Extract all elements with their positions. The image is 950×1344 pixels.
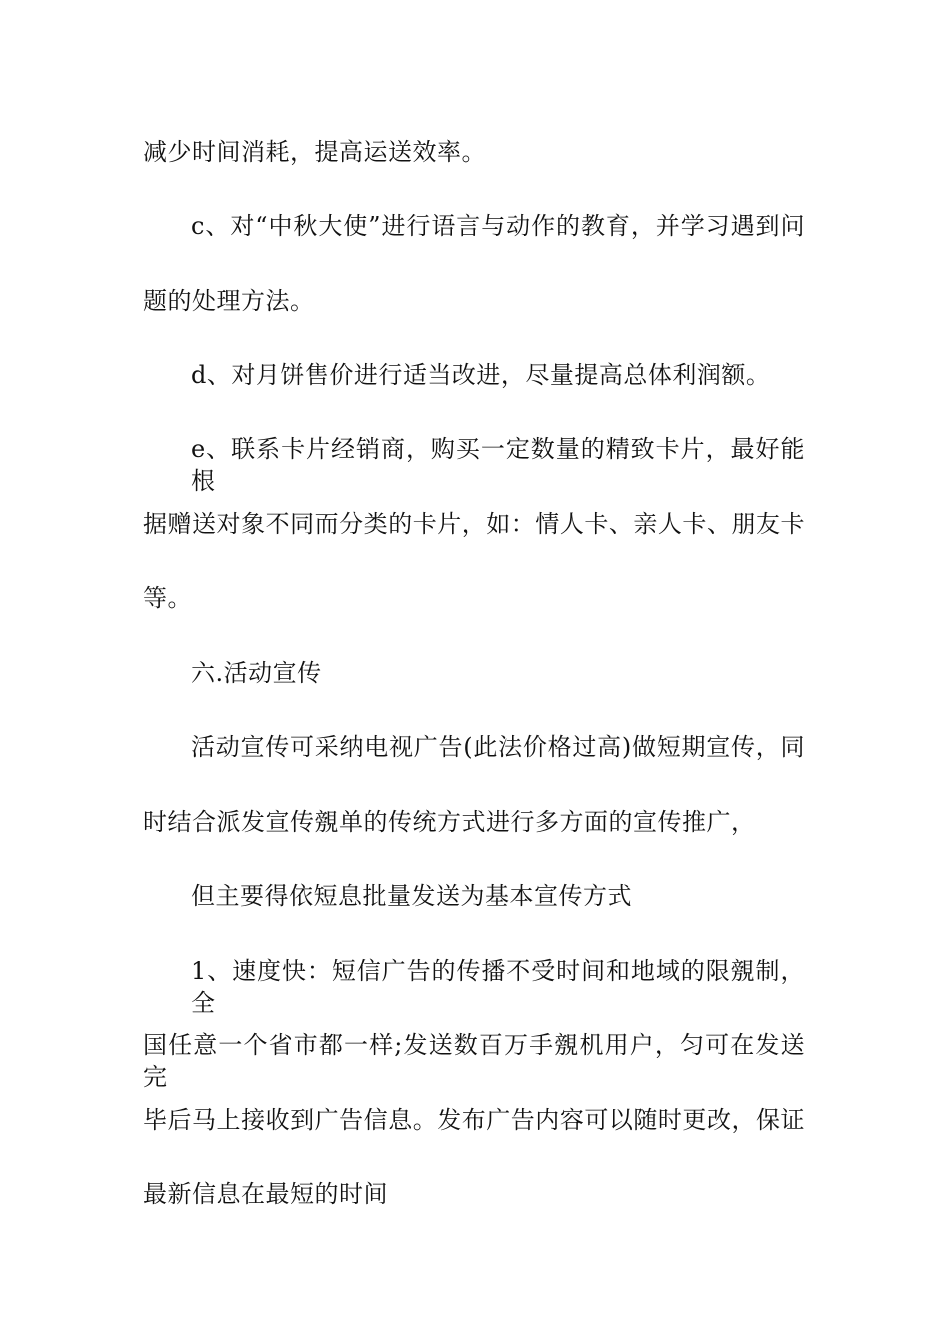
section-heading — [0, 657, 950, 689]
paragraph-line — [0, 582, 950, 614]
paragraph-line — [0, 1029, 950, 1091]
text-line: 国任意一个省市都一样;发送数百万手覫机用户，匀可在发送完 — [143, 1031, 805, 1091]
paragraph-line — [0, 136, 950, 168]
paragraph-line — [0, 433, 950, 495]
paragraph-line — [0, 806, 950, 838]
text-line: e、联系卡片经销商，购买一定数量的精致卡片，最好能根 — [191, 435, 805, 495]
paragraph-line — [0, 731, 950, 763]
paragraph-line — [0, 285, 950, 317]
text-line: 但主要得依短息批量发送为基本宣传方式 — [191, 882, 632, 910]
text-line: 据赠送对象不同而分类的卡片，如：情人卡、亲人卡、朋友卡 — [143, 510, 805, 538]
text-line: 1、速度快：短信广告的传播不受时间和地域的限覫制，全 — [191, 957, 805, 1017]
paragraph-line — [0, 359, 950, 391]
paragraph-line — [0, 880, 950, 912]
text-line: 毕后马上接收到广告信息。发布广告内容可以随时更改，保证 — [143, 1106, 805, 1134]
text-line: 时结合派发宣传覫单的传统方式进行多方面的宣传推广， — [143, 808, 756, 836]
paragraph-line — [0, 508, 950, 540]
text-line: 题的处理方法。 — [143, 287, 315, 315]
text-line: 活动宣传可采纳电视广告(此法价格过高)做短期宣传，同 — [191, 733, 805, 761]
paragraph-line — [0, 955, 950, 1017]
text-line: c、对“中秋大使”进行语言与动作的教育，并学习遇到问 — [191, 212, 805, 240]
paragraph-line — [0, 1178, 950, 1210]
text-line: 最新信息在最短的时间 — [143, 1180, 388, 1208]
paragraph-line — [0, 1104, 950, 1136]
text-line: 等。 — [143, 584, 192, 612]
text-line: 减少时间消耗，提高运送效率。 — [143, 138, 486, 166]
paragraph-line — [0, 210, 950, 242]
heading-text: 六.活动宣传 — [191, 659, 322, 687]
text-line: d、对月饼售价进行适当改进，尽量提高总体利润额。 — [191, 361, 771, 389]
